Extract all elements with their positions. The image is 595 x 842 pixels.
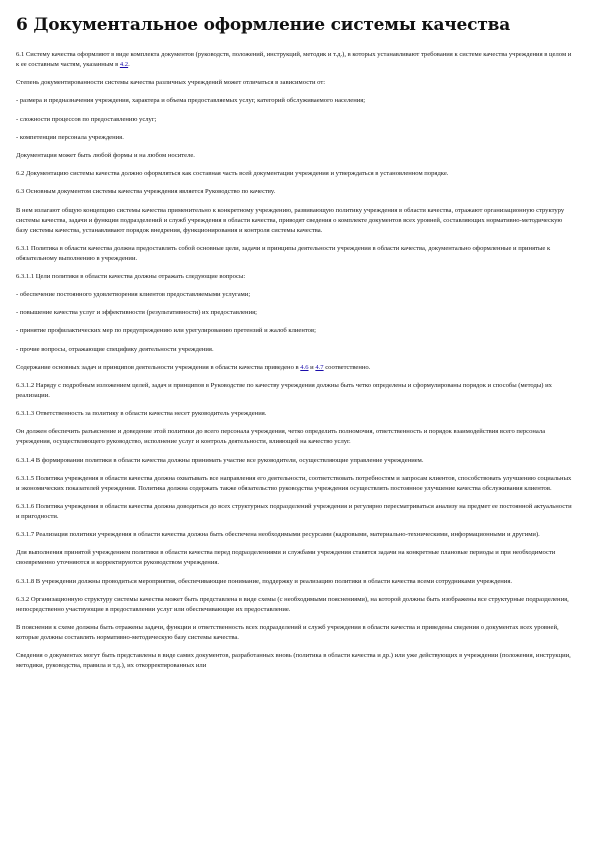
paragraph-text: Содержание основных задач и принципов деятельности учреждения в области качества приведено в: [16, 363, 301, 371]
paragraph: [16, 427, 572, 447]
paragraph-text: Он должен обеспечить разъяснение и доведение этой политики до всего персонала учреждения, четко определить полномочия, ответственность и порядок взаимодействия всего персонала учреждения, осуществляющего руководство, исполнение услуг и контроль деятельности, влияющей на качество услуг.: [16, 428, 546, 446]
paragraph: [16, 96, 572, 106]
paragraph-text: - повышение качества услуг и эффективности (результативности) их предоставления;: [16, 309, 257, 317]
paragraph-text: Для выполнения принятой учреждением политики в области качества перед подразделениями и службами учреждения ставятся задачи на конкретные плановые периоды и при необходимости своевременно уточняются и корректируются руководством учреждения.: [16, 549, 556, 567]
document-body: [16, 50, 572, 671]
paragraph: [16, 187, 572, 197]
paragraph: [16, 326, 572, 336]
paragraph: [16, 206, 572, 236]
paragraph: [16, 409, 572, 419]
paragraph-text: Сведения о документах могут быть представлены в виде самих документов, разработанных вновь (политика в области качества и др.) или уже действующих в учреждении (положения, инструкции, методики, руководства, правила и т.д.), их откорректированных или: [16, 652, 571, 670]
paragraph: [16, 308, 572, 318]
paragraph-text: 6.3.1.3 Ответственность за политику в области качества несет руководитель учреждения.: [16, 410, 267, 418]
paragraph-text: - прочие вопросы, отражающие специфику деятельности учреждения.: [16, 345, 214, 353]
paragraph-text: 6.3.1.2 Наряду с подробным изложением целей, задач и принципов в Руководстве по качеству учреждения должны быть четко определены и сформулированы порядок и способы (методы) их реализации.: [16, 382, 552, 399]
paragraph-text: соответственно.: [323, 363, 371, 371]
paragraph-text: 6.3.1.4 В формировании политики в области качества должны принимать участие все руководители, осуществляющие управление учреждением.: [16, 456, 424, 464]
paragraph: [16, 78, 572, 88]
paragraph: [16, 169, 572, 179]
paragraph-text: 6.3.1.5 Политика учреждения в области качества должна охватывать все направления его деятельности, соответствовать потребностям и запросам клиентов, способствовать улучшению социальных и экономических показателей учреждения. Политика должна содержать также обязательство руководства учреждения осуществлять постоянное улучшение качества обслуживания клиентов.: [16, 474, 572, 492]
section-reference-link[interactable]: 4.2: [119, 61, 129, 68]
document-page: [16, 14, 572, 679]
paragraph-text: 6.3.2 Организационную структуру системы качества может быть представлена в виде схемы (с необходимыми пояснениями), на которой должны быть изображены все структурные подразделения, непосредственно участвующие в предоставлении услуг или обеспечивающие их предоставление.: [16, 595, 569, 613]
paragraph: [16, 595, 572, 615]
paragraph: [16, 623, 572, 643]
paragraph-text: - обеспечение постоянного удовлетворения клиентов предоставляемыми услугами;: [16, 291, 251, 299]
paragraph: [16, 133, 572, 143]
paragraph-text: 6.3.1.1 Цели политики в области качества должны отражать следующие вопросы:: [16, 272, 246, 280]
paragraph: [16, 272, 572, 282]
paragraph-text: 6.3.1.6 Политика учреждения в области качества должна доводиться до всех структурных подразделений учреждения и регулярно пересматриваться анализу на предмет ее постоянной актуальности и пригодности.: [16, 502, 572, 520]
paragraph: [16, 651, 572, 671]
paragraph: [16, 115, 572, 125]
paragraph-text: 6.3.1.8 В учреждении должны проводиться мероприятия, обеспечивающие понимание, поддержку и реализацию политики в области качества всеми сотрудниками учреждения.: [16, 577, 513, 585]
paragraph: [16, 548, 572, 568]
paragraph-text: 6.3.1.7 Реализация политики учреждения в области качества должна быть обеспечена необходимыми ресурсами (кадровыми, материально-техническими, информационными и другими).: [16, 531, 540, 539]
paragraph-text: - размера и предназначения учреждения, характера и объема предоставляемых услуг, категорий обслуживаемого населения;: [16, 97, 366, 105]
paragraph-text: В нем излагают общую концепцию системы качества применительно к конкретному учреждению, развивающую политику учреждения в области качества, отражают организационную структуру системы качества, задачи и функции подразделений и служб учреждения в области качества, приводят сведения о комплекте документов всех уровней, составляющих нормативно-методическую базу системы качества, устанавливают порядок внедрения, функционирования и контроля системы качества.: [16, 206, 565, 234]
paragraph-text: и: [308, 363, 316, 371]
paragraph-text: 6.3 Основным документом системы качества учреждения является Руководство по качеству.: [16, 188, 276, 196]
paragraph: [16, 345, 572, 355]
paragraph-text: - компетенции персонала учреждения.: [16, 133, 124, 141]
paragraph: [16, 456, 572, 466]
paragraph-text: - сложности процессов по предоставлению услуг;: [16, 115, 157, 123]
paragraph: [16, 530, 572, 540]
paragraph-text: 6.2 Документацию системы качества должно оформляться как составная часть всей документации учреждения и утверждаться в установленном порядке.: [16, 170, 449, 178]
paragraph: [16, 151, 572, 161]
paragraph-text: .: [128, 61, 130, 68]
paragraph-text: Документация может быть любой формы и на любом носителе.: [16, 151, 195, 159]
paragraph-text: 6.3.1 Политика в области качества должна предоставлять собой основные цели, задачи и принципы деятельности учреждения в области качества, документально оформленные и принятые к обязательному выполнению в учреждении.: [16, 244, 551, 262]
section-reference-link[interactable]: 4.6: [300, 363, 309, 371]
paragraph: [16, 474, 572, 494]
paragraph: [16, 363, 572, 373]
paragraph: [16, 50, 572, 70]
section-reference-link[interactable]: 4.7: [315, 363, 324, 371]
paragraph-text: 6.1 Систему качества оформляют в виде комплекта документов (руководств, положений, инструкций, методик и т.д.), в которых устанавливают требования к системе качества учреждения в целом и к ее составным частям, указанным в: [16, 51, 572, 68]
paragraph: [16, 502, 572, 522]
paragraph-text: Степень документированности системы качества различных учреждений может отличаться в зависимости от:: [16, 79, 326, 87]
paragraph: [16, 244, 572, 264]
page-title: 6 Документальное оформление системы качества: [16, 15, 511, 35]
paragraph: [16, 577, 572, 587]
paragraph: [16, 381, 572, 401]
paragraph-text: В пояснении к схеме должны быть отражены задачи, функции и ответственность всех подразделений и служб учреждения в области качества и приведены сведения о документах всех уровней, которые должны составлять нормативно-методическую базу системы качества.: [16, 623, 559, 641]
paragraph-text: - принятие профилактических мер по предупреждению или урегулированию претензий и жалоб клиентов;: [16, 327, 316, 335]
paragraph: [16, 290, 572, 300]
